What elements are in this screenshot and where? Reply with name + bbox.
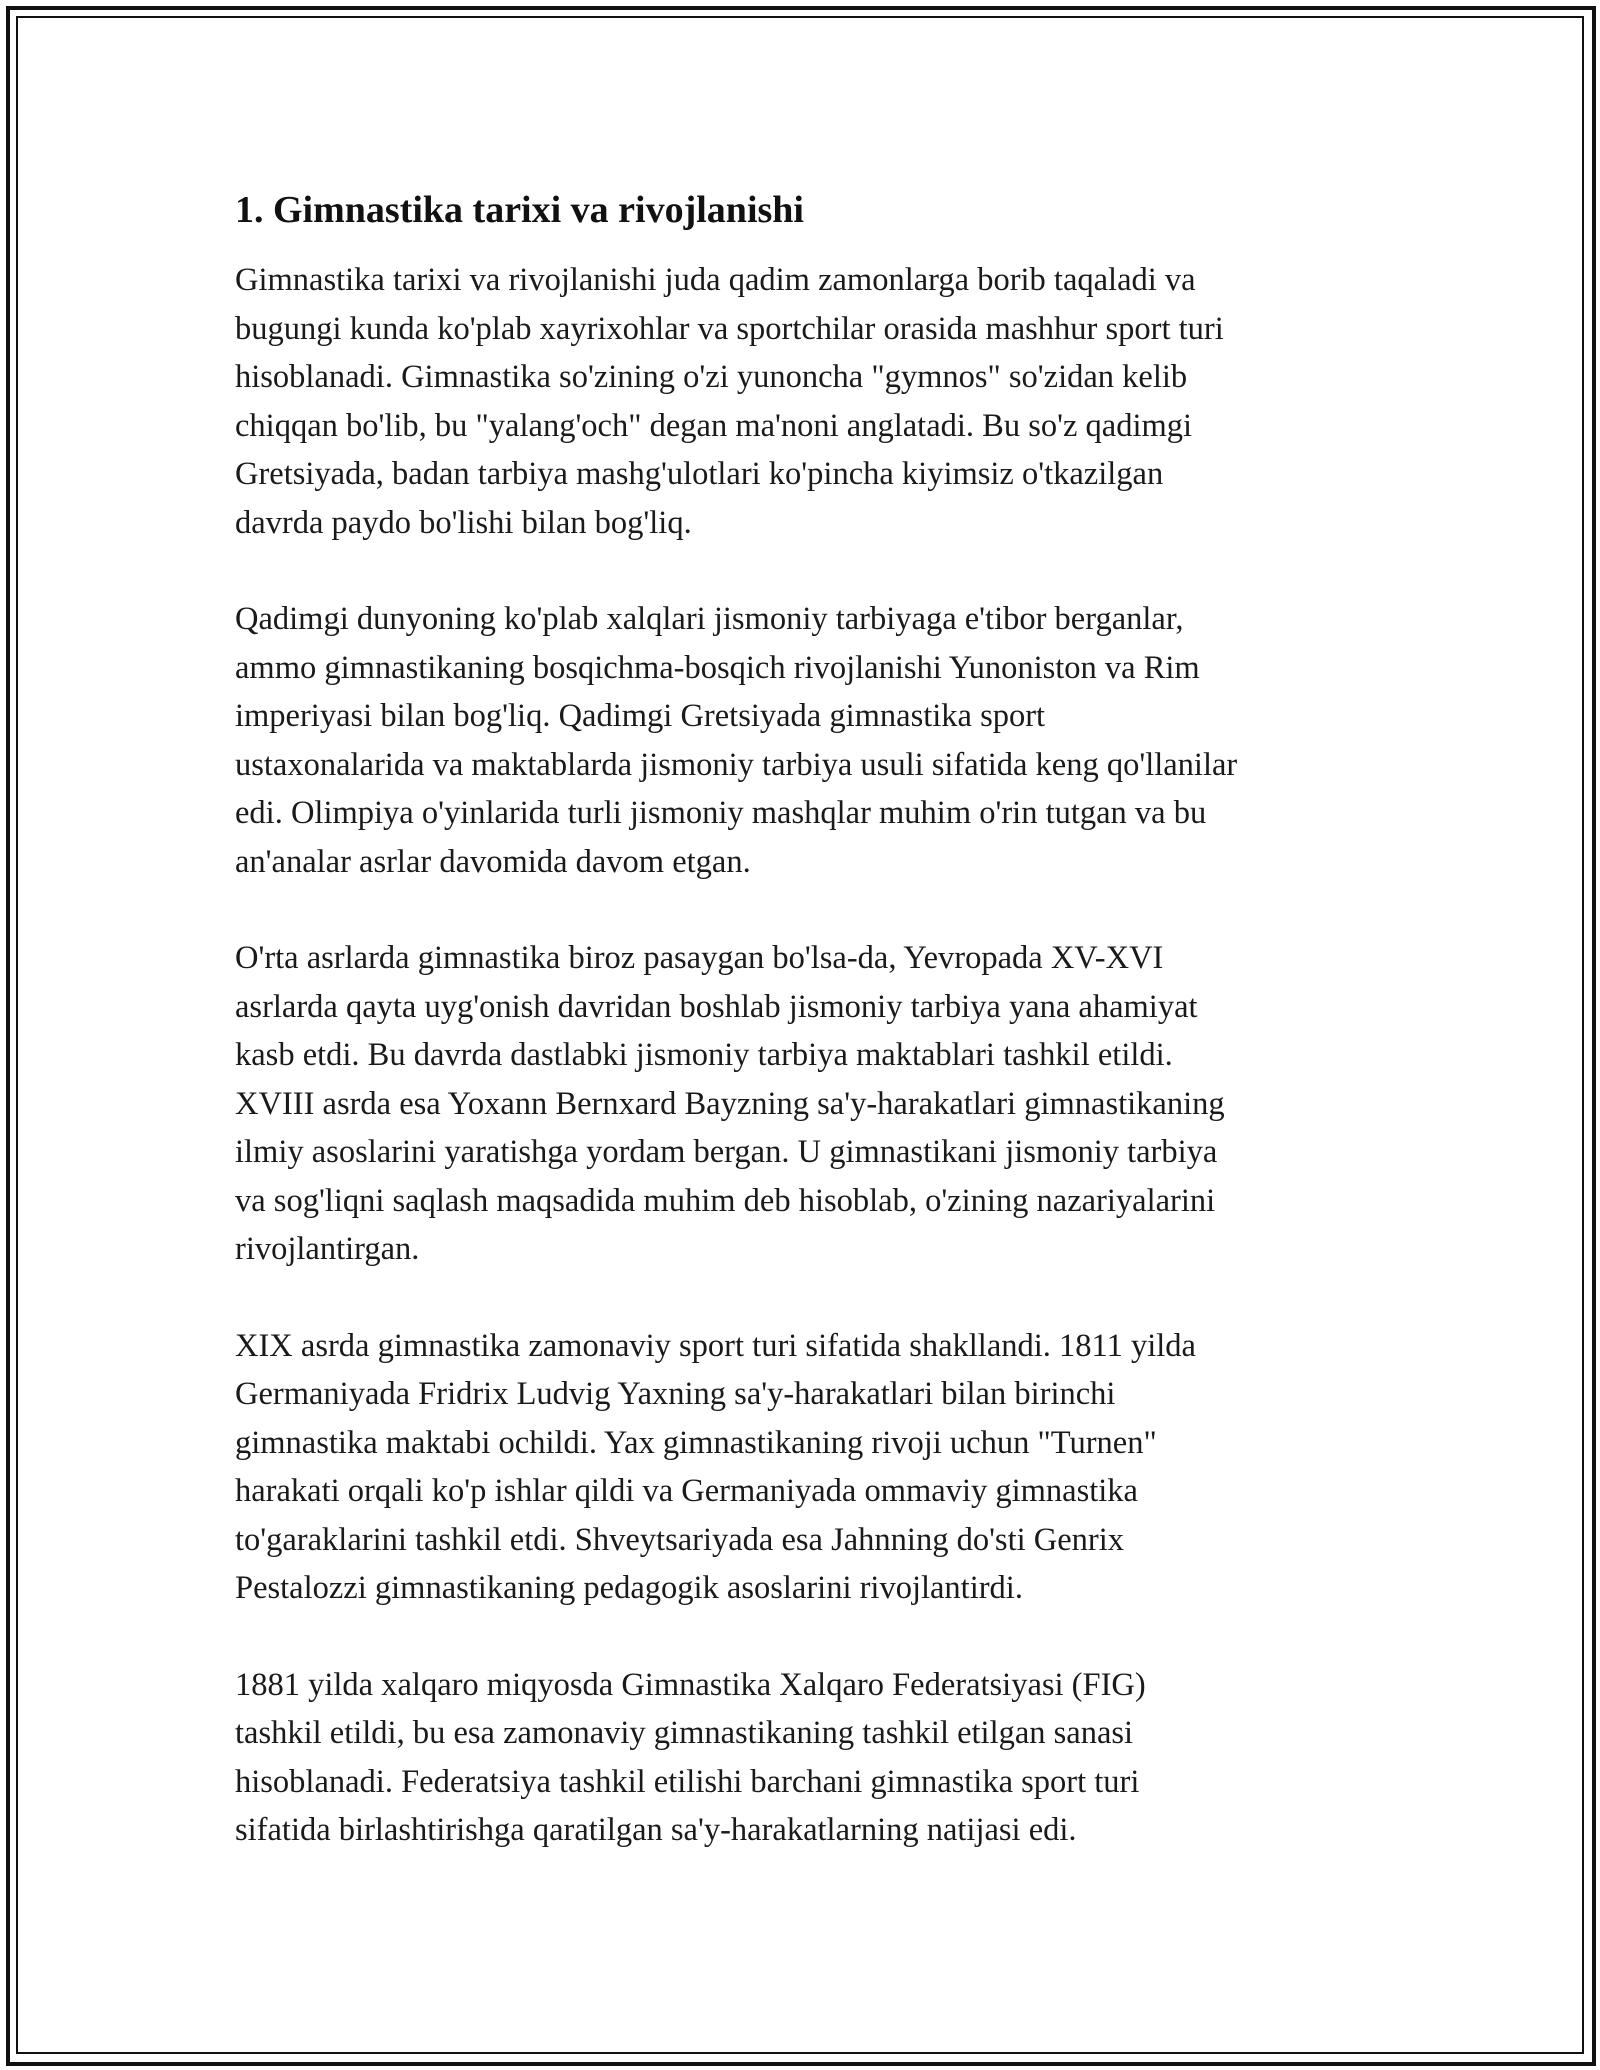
paragraph-5 — [235, 1661, 1395, 1855]
paragraph-line: hisoblanadi. Gimnastika so'zining o'zi yunoncha "gymnos" so'zidan kelib — [235, 359, 1188, 395]
paragraph-3 — [235, 934, 1395, 1274]
paragraph-line: O'rta asrlarda gimnastika biroz pasaygan bo'lsa-da, Yevropada XV-XVI — [235, 940, 1164, 976]
paragraph-line: XIX asrda gimnastika zamonaviy sport turi sifatida shakllandi. 1811 yilda — [235, 1327, 1196, 1364]
paragraph-line: chiqqan bo'lib, bu "yalang'och" degan ma'noni anglatadi. Bu so'z qadimgi — [235, 407, 1193, 444]
paragraph-line: XVIII asrda esa Yoxann Bernxard Bayzning sa'y-harakatlari gimnastikaning — [235, 1085, 1225, 1122]
paragraph-line: Germaniyada Fridrix Ludvig Yaxning sa'y-harakatlari bilan birinchi — [235, 1376, 1116, 1412]
paragraph-line: 1881 yilda xalqaro miqyosda Gimnastika Xalqaro Federatsiyasi (FIG) — [235, 1666, 1146, 1703]
paragraph-line: va sog'liqni saqlash maqsadida muhim deb hisoblab, o'zining nazariyalarini — [235, 1182, 1216, 1219]
section-heading: 1. Gimnastika tarixi va rivojlanishi — [235, 189, 804, 231]
document-body — [235, 186, 1395, 1903]
paragraph-line: tashkil etildi, bu esa zamonaviy gimnastikaning tashkil etilgan sanasi — [235, 1715, 1134, 1751]
paragraph-line: bugungi kunda ko'plab xayrixohlar va sportchilar orasida mashhur sport turi — [235, 310, 1224, 347]
paragraph-line: imperiyasi bilan bog'liq. Qadimgi Gretsiyada gimnastika sport — [235, 698, 1046, 734]
paragraph-line: to'garaklarini tashkil etdi. Shveytsariyada esa Jahnning do'sti Genrix — [235, 1521, 1125, 1558]
paragraph-line: Gimnastika tarixi va rivojlanishi juda qadim zamonlarga borib taqaladi va — [235, 262, 1196, 298]
paragraph-2 — [235, 595, 1395, 886]
paragraph-line: Pestalozzi gimnastikaning pedagogik asoslarini rivojlantirdi. — [235, 1570, 1023, 1606]
paragraph-1 — [235, 256, 1395, 547]
paragraph-line: rivojlantirgan. — [235, 1231, 420, 1267]
paragraph-line: hisoblanadi. Federatsiya tashkil etilishi barchani gimnastika sport turi — [235, 1763, 1140, 1800]
paragraph-line: gimnastika maktabi ochildi. Yax gimnastikaning rivoji uchun "Turnen" — [235, 1424, 1157, 1461]
paragraph-line: edi. Olimpiya o'yinlarida turli jismoniy mashqlar muhim o'rin tutgan va bu — [235, 795, 1207, 831]
paragraph-line: ustaxonalarida va maktablarda jismoniy tarbiya usuli sifatida keng qo'llanilar — [235, 746, 1238, 783]
paragraph-4 — [235, 1322, 1395, 1613]
paragraph-line: Qadimgi dunyoning ko'plab xalqlari jismoniy tarbiyaga e'tibor berganlar, — [235, 601, 1184, 637]
paragraph-line: ilmiy asoslarini yaratishga yordam bergan. U gimnastikani jismoniy tarbiya — [235, 1134, 1218, 1170]
paragraph-line: sifatida birlashtirishga qaratilgan sa'y-harakatlarning natijasi edi. — [235, 1812, 1077, 1848]
paragraph-line: kasb etdi. Bu davrda dastlabki jismoniy tarbiya maktablari tashkil etildi. — [235, 1037, 1173, 1073]
paragraph-line: an'analar asrlar davomida davom etgan. — [235, 843, 751, 880]
paragraph-line: Gretsiyada, badan tarbiya mashg'ulotlari ko'pincha kiyimsiz o'tkazilgan — [235, 456, 1164, 492]
paragraph-line: harakati orqali ko'p ishlar qildi va Germaniyada ommaviy gimnastika — [235, 1473, 1138, 1509]
paragraph-line: davrda paydo bo'lishi bilan bog'liq. — [235, 504, 692, 541]
paragraph-line: asrlarda qayta uyg'onish davridan boshlab jismoniy tarbiya yana ahamiyat — [235, 988, 1198, 1025]
paragraph-line: ammo gimnastikaning bosqichma-bosqich rivojlanishi Yunoniston va Rim — [235, 649, 1200, 686]
